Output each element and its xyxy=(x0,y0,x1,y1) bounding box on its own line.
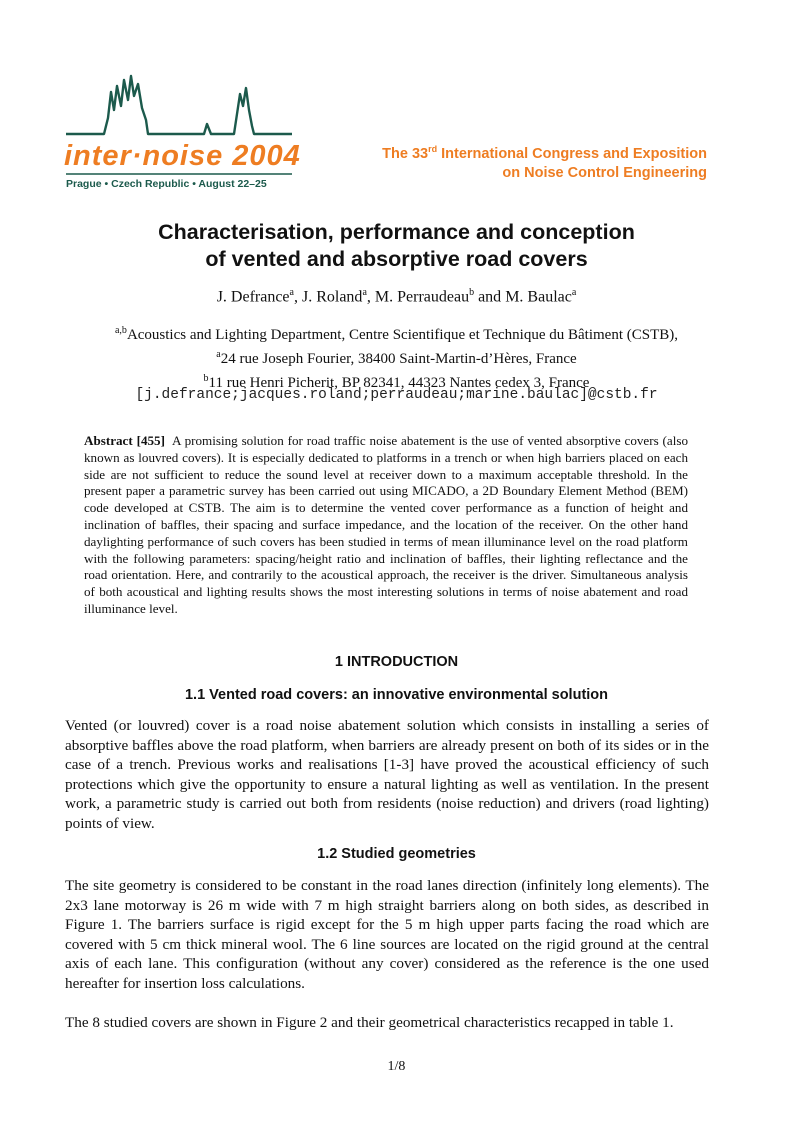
abstract-label: Abstract [455] xyxy=(84,433,165,448)
author-name: M. Perraudeau xyxy=(374,288,470,306)
congress-header xyxy=(382,140,707,183)
body-paragraph: The 8 studied covers are shown in Figure 2 and their geometrical characteristics recapped in table 1. xyxy=(65,1014,674,1031)
author-name: J. Defrance xyxy=(216,288,290,306)
body-paragraph: Vented (or louvred) cover is a road noise abatement solution which consists in installing a series of absorptive baffles above the road platform, when barriers are already present on both of its sides or in the case of a trench. Previous works and realisations [1-3] have proved the acoustical efficiency of such protections which give the opportunity to ensure a natural lighting as well as ventilation. In the present work, a parametric study is carried out both from residents (noise reduction) and drivers (road lighting) points of view. xyxy=(65,717,709,832)
abstract-text: A promising solution for road traffic noise abatement is the use of vented absorptive covers (also known as louvred covers). It is especially dedicated to platforms in a trench or when high barriers placed on each side are not sufficient to reduce the sound level at receiver down to a maximum acceptable threshold. In the present paper a parametric survey has been carried out using MICADO, a 2D Boundary Element Method (BEM) code developed at CSTB. The aim is to determine the vented cover performance as a function of height and inclination of baffles, their spacing and surface impedance, and the location of the receiver. On the other hand daylighting performance of such covers has been studied in terms of mean illuminance level on the road platform with the following parameters: spacing/height ratio and inclination of baffles, their lighting reflectance and the road orientation. Here, and contrarily to the acoustical approach, the receiver is the driver. Simultaneous analysis of both acoustical and lighting results shows the most interesting solutions in terms of noise abatement and road illuminance level. xyxy=(84,433,689,616)
congress-line-1: The 33rd International Congress and Exposition xyxy=(382,144,707,162)
author-name: M. Baulac xyxy=(505,288,572,306)
subsection-heading-vented-covers: 1.1 Vented road covers: an innovative environmental solution xyxy=(184,687,609,703)
section-heading-introduction: 1 INTRODUCTION xyxy=(334,654,459,670)
logo-wordmark: inter·noise 2004 xyxy=(64,140,301,172)
affiliations xyxy=(0,321,793,393)
affiliation-line: $^b$11 rue Henri Picherit, BP 82341, 44323 Nantes cedex 3, France xyxy=(203,373,590,391)
author-list: J. Defrance$^a$, J. Roland$^a$, M. Perraudeau$^b$ and M. Baulac$^a$ xyxy=(216,287,577,306)
logo-subline: Prague • Czech Republic • August 22–25 xyxy=(66,178,267,190)
affiliation-line: $^a$24 rue Joseph Fourier, 38400 Saint-Martin-d’Hères, France xyxy=(216,349,577,367)
congress-line-2: on Noise Control Engineering xyxy=(502,164,707,181)
affiliation-line: $^{a,b}$Acoustics and Lighting Department, Centre Scientifique et Technique du Bâtiment (CSTB), xyxy=(114,325,678,343)
abstract xyxy=(84,433,688,618)
body-paragraph: The site geometry is considered to be constant in the road lanes direction (infinitely long elements). The 2x3 lane motorway is 26 m wide with 7 m high straight barriers along on both sides, as described in Figure 1. The barriers surface is rigid except for the 5 m high upper parts facing the road which are covered with 5 cm thick mineral wool. The 6 line sources are located on the rigid ground at the central axis of each lane. This configuration (without any cover) considered as the reference is the one used hereafter for insertion loss calculations. xyxy=(65,877,709,992)
paper-title: Characterisation, performance and conception of vented and absorptive road covers xyxy=(158,220,635,271)
subsection-heading-geometries: 1.2 Studied geometries xyxy=(317,846,476,862)
page-number: 1/8 xyxy=(387,1059,406,1074)
author-name: J. Roland xyxy=(301,288,363,306)
contact-email: [j.defrance;jacques.roland;perraudeau;marine.baulac]@cstb.fr xyxy=(135,387,658,403)
internoise-logo-graphic xyxy=(64,70,296,194)
skyline-icon xyxy=(66,76,292,134)
